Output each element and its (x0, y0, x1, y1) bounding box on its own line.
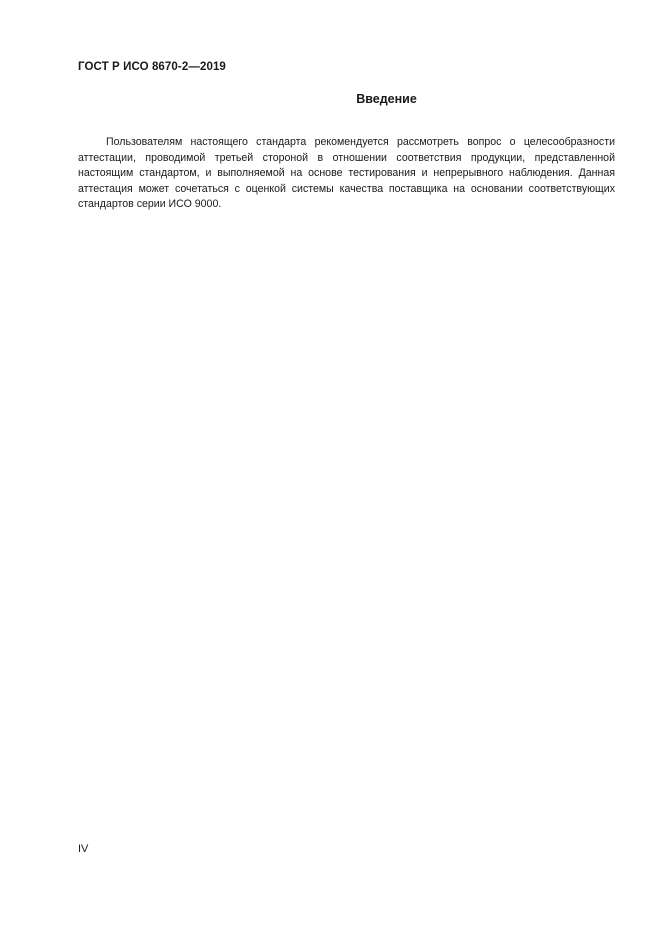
document-code: ГОСТ Р ИСО 8670-2—2019 (78, 61, 226, 73)
section-title: Введение (356, 92, 417, 106)
page-number: IV (78, 843, 89, 855)
introduction-paragraph: Пользователям настоящего стандарта рекомендуется рассмотреть вопрос о целесообразности аттестации, проводимой третьей стороной в отношении соответствия продукции, представленной настоящим стандартом, и выполняемой на основе тестирования и непрерывного наблюдения. Данная аттестация может сочетаться с оценкой системы качества поставщика на основании соответствующих стандартов серии ИСО 9000. (78, 136, 615, 211)
